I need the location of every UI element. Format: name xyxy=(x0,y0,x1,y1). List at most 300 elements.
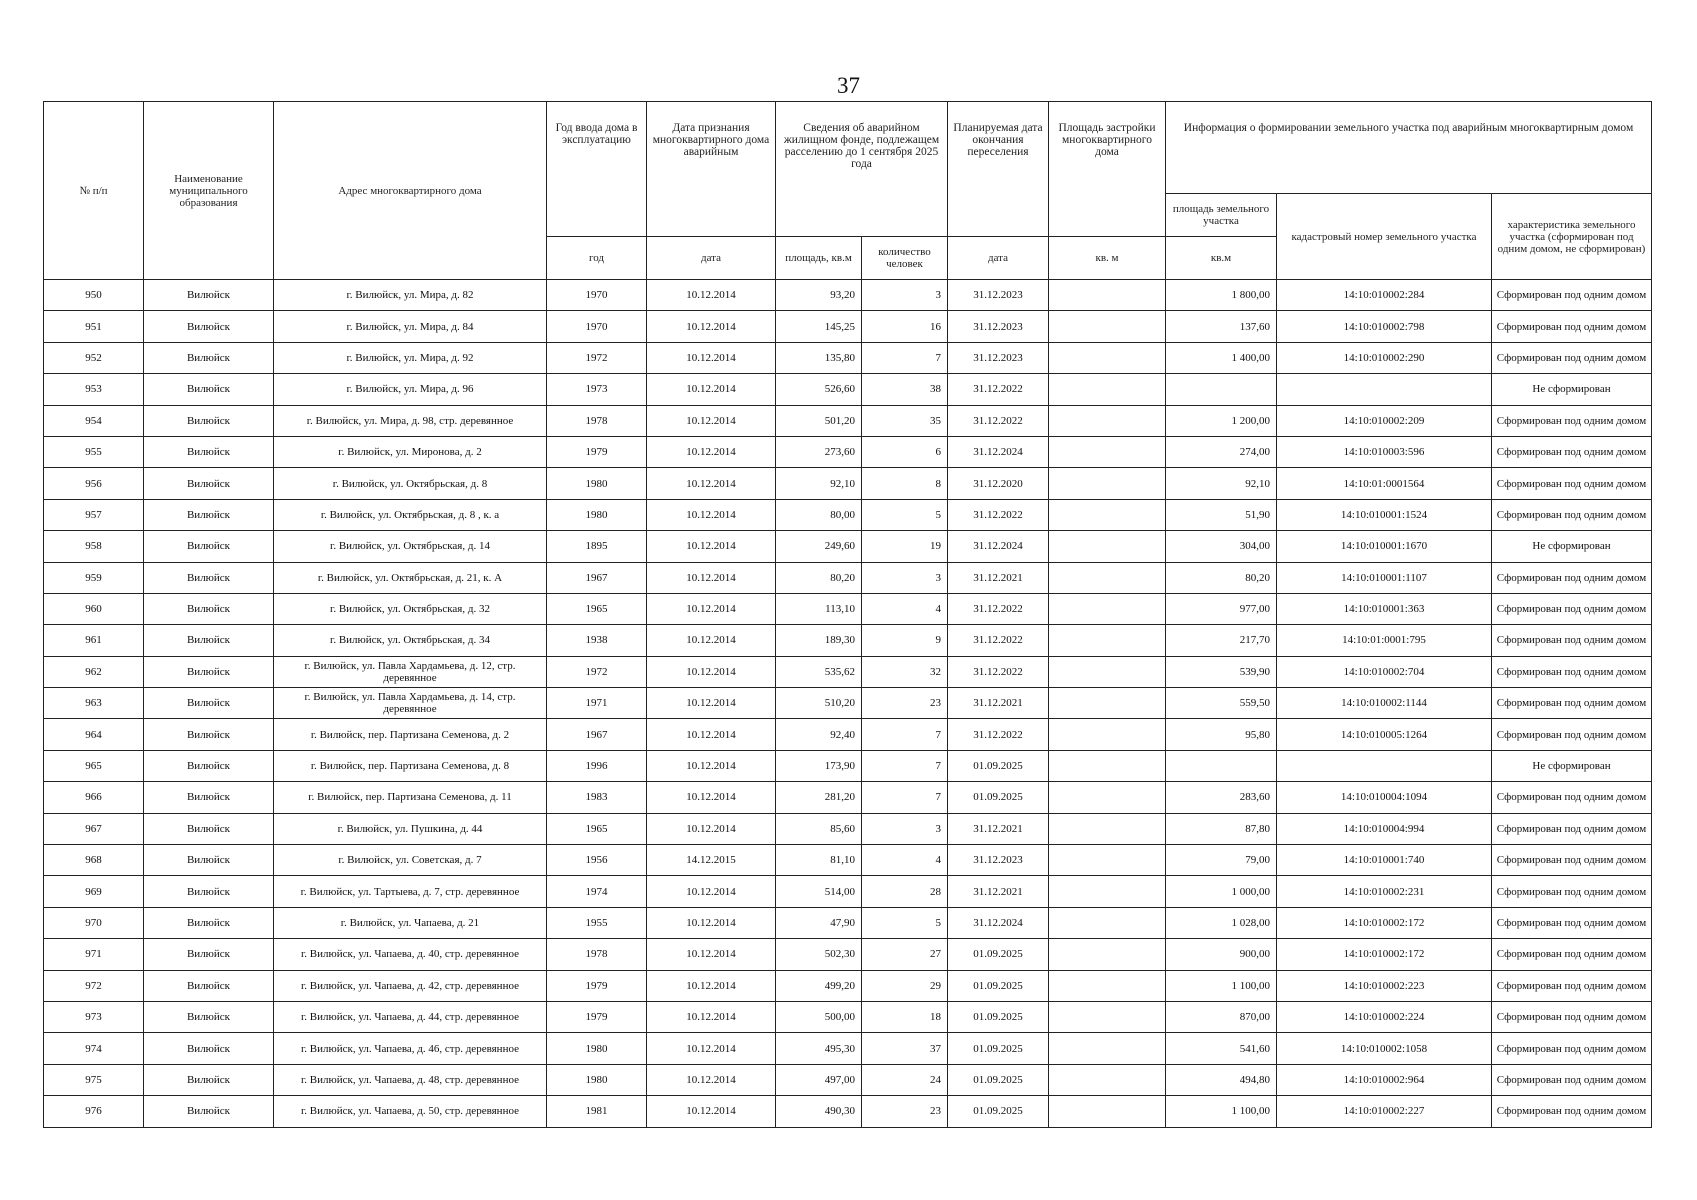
cell-cadastral: 14:10:010002:964 xyxy=(1277,1064,1492,1095)
cell-people: 3 xyxy=(862,562,948,593)
cell-characteristic: Сформирован под одним домом xyxy=(1492,845,1652,876)
table-row xyxy=(44,436,1652,467)
cell-num: 962 xyxy=(44,656,144,687)
cell-area: 85,60 xyxy=(776,813,862,844)
header-year: Год ввода дома в эксплуатацию xyxy=(547,102,647,237)
cell-people: 23 xyxy=(862,688,948,719)
cell-address: г. Вилюйск, ул. Чапаева, д. 46, стр. деревянное xyxy=(274,1033,547,1064)
cell-num: 971 xyxy=(44,939,144,970)
cell-planned-date: 01.09.2025 xyxy=(948,750,1049,781)
cell-address: г. Вилюйск, пер. Партизана Семенова, д. 2 xyxy=(274,719,547,750)
cell-year: 1970 xyxy=(547,280,647,311)
cell-year: 1979 xyxy=(547,1001,647,1032)
cell-building-area xyxy=(1049,688,1166,719)
cell-people: 4 xyxy=(862,845,948,876)
cell-recognition-date: 10.12.2014 xyxy=(647,782,776,813)
cell-people: 7 xyxy=(862,782,948,813)
cell-year: 1895 xyxy=(547,531,647,562)
table-row xyxy=(44,719,1652,750)
cell-land-area: 1 400,00 xyxy=(1166,342,1277,373)
cell-people: 24 xyxy=(862,1064,948,1095)
cell-cadastral: 14:10:010001:1107 xyxy=(1277,562,1492,593)
cell-municipality: Вилюйск xyxy=(144,719,274,750)
cell-people: 5 xyxy=(862,907,948,938)
header-address: Адрес многоквартирного дома xyxy=(274,102,547,280)
cell-address: г. Вилюйск, ул. Октябрьская, д. 8 xyxy=(274,468,547,499)
cell-characteristic: Сформирован под одним домом xyxy=(1492,436,1652,467)
cell-recognition-date: 10.12.2014 xyxy=(647,593,776,624)
table-row xyxy=(44,1096,1652,1127)
cell-year: 1973 xyxy=(547,374,647,405)
cell-municipality: Вилюйск xyxy=(144,531,274,562)
cell-land-area: 1 000,00 xyxy=(1166,876,1277,907)
cell-people: 37 xyxy=(862,1033,948,1064)
cell-planned-date: 01.09.2025 xyxy=(948,970,1049,1001)
cell-characteristic: Сформирован под одним домом xyxy=(1492,311,1652,342)
cell-address: г. Вилюйск, ул. Чапаева, д. 48, стр. деревянное xyxy=(274,1064,547,1095)
header-planned-date: Планируемая дата окончания переселения xyxy=(948,102,1049,237)
cell-land-area: 541,60 xyxy=(1166,1033,1277,1064)
cell-area: 500,00 xyxy=(776,1001,862,1032)
header-land-info: Информация о формировании земельного участка под аварийным многоквартирным домом xyxy=(1166,102,1652,194)
table-row xyxy=(44,656,1652,687)
cell-num: 957 xyxy=(44,499,144,530)
cell-cadastral: 14:10:010001:1524 xyxy=(1277,499,1492,530)
cell-characteristic: Сформирован под одним домом xyxy=(1492,719,1652,750)
cell-num: 965 xyxy=(44,750,144,781)
cell-area: 81,10 xyxy=(776,845,862,876)
cell-planned-date: 31.12.2023 xyxy=(948,845,1049,876)
cell-planned-date: 31.12.2021 xyxy=(948,562,1049,593)
cell-area: 173,90 xyxy=(776,750,862,781)
cell-people: 16 xyxy=(862,311,948,342)
cell-recognition-date: 10.12.2014 xyxy=(647,531,776,562)
cell-recognition-date: 10.12.2014 xyxy=(647,311,776,342)
cell-planned-date: 01.09.2025 xyxy=(948,1064,1049,1095)
cell-address: г. Вилюйск, ул. Тартыева, д. 7, стр. деревянное xyxy=(274,876,547,907)
cell-year: 1974 xyxy=(547,876,647,907)
cell-building-area xyxy=(1049,813,1166,844)
cell-cadastral: 14:10:010002:1144 xyxy=(1277,688,1492,719)
cell-cadastral: 14:10:010002:290 xyxy=(1277,342,1492,373)
header-land-area: площадь земельного участка xyxy=(1166,194,1277,237)
cell-planned-date: 31.12.2024 xyxy=(948,907,1049,938)
cell-cadastral xyxy=(1277,374,1492,405)
cell-year: 1965 xyxy=(547,593,647,624)
cell-land-area: 137,60 xyxy=(1166,311,1277,342)
cell-building-area xyxy=(1049,970,1166,1001)
cell-address: г. Вилюйск, ул. Октябрьская, д. 8 , к. а xyxy=(274,499,547,530)
cell-year: 1978 xyxy=(547,939,647,970)
cell-municipality: Вилюйск xyxy=(144,499,274,530)
cell-area: 502,30 xyxy=(776,939,862,970)
cell-recognition-date: 10.12.2014 xyxy=(647,970,776,1001)
cell-municipality: Вилюйск xyxy=(144,468,274,499)
table-row xyxy=(44,813,1652,844)
cell-year: 1956 xyxy=(547,845,647,876)
table-row xyxy=(44,782,1652,813)
cell-recognition-date: 10.12.2014 xyxy=(647,907,776,938)
cell-municipality: Вилюйск xyxy=(144,907,274,938)
table-row xyxy=(44,468,1652,499)
cell-characteristic: Сформирован под одним домом xyxy=(1492,970,1652,1001)
cell-num: 958 xyxy=(44,531,144,562)
cell-planned-date: 31.12.2024 xyxy=(948,436,1049,467)
cell-num: 952 xyxy=(44,342,144,373)
table-row xyxy=(44,562,1652,593)
cell-num: 963 xyxy=(44,688,144,719)
cell-cadastral: 14:10:010002:231 xyxy=(1277,876,1492,907)
cell-area: 189,30 xyxy=(776,625,862,656)
cell-cadastral: 14:10:010002:172 xyxy=(1277,907,1492,938)
cell-year: 1967 xyxy=(547,719,647,750)
cell-recognition-date: 10.12.2014 xyxy=(647,656,776,687)
cell-recognition-date: 14.12.2015 xyxy=(647,845,776,876)
cell-recognition-date: 10.12.2014 xyxy=(647,342,776,373)
cell-planned-date: 31.12.2022 xyxy=(948,719,1049,750)
cell-num: 960 xyxy=(44,593,144,624)
cell-address: г. Вилюйск, ул. Чапаева, д. 44, стр. деревянное xyxy=(274,1001,547,1032)
table-row xyxy=(44,1001,1652,1032)
cell-municipality: Вилюйск xyxy=(144,405,274,436)
cell-planned-date: 01.09.2025 xyxy=(948,1033,1049,1064)
cell-address: г. Вилюйск, ул. Мира, д. 98, стр. деревянное xyxy=(274,405,547,436)
cell-municipality: Вилюйск xyxy=(144,782,274,813)
cell-characteristic: Не сформирован xyxy=(1492,374,1652,405)
cell-num: 956 xyxy=(44,468,144,499)
table-row xyxy=(44,374,1652,405)
cell-land-area: 283,60 xyxy=(1166,782,1277,813)
cell-num: 976 xyxy=(44,1096,144,1127)
cell-characteristic: Не сформирован xyxy=(1492,531,1652,562)
cell-municipality: Вилюйск xyxy=(144,625,274,656)
cell-year: 1978 xyxy=(547,405,647,436)
cell-num: 953 xyxy=(44,374,144,405)
header-characteristic: характеристика земельного участка (сформирован под одним домом, не сформирован) xyxy=(1492,194,1652,280)
cell-address: г. Вилюйск, ул. Мира, д. 82 xyxy=(274,280,547,311)
cell-planned-date: 01.09.2025 xyxy=(948,1001,1049,1032)
cell-cadastral: 14:10:01:0001:795 xyxy=(1277,625,1492,656)
cell-year: 1965 xyxy=(547,813,647,844)
cell-municipality: Вилюйск xyxy=(144,656,274,687)
cell-area: 249,60 xyxy=(776,531,862,562)
cell-cadastral: 14:10:010002:798 xyxy=(1277,311,1492,342)
cell-year: 1980 xyxy=(547,499,647,530)
cell-building-area xyxy=(1049,1001,1166,1032)
cell-address: г. Вилюйск, ул. Чапаева, д. 50, стр. деревянное xyxy=(274,1096,547,1127)
cell-year: 1980 xyxy=(547,1064,647,1095)
header-unit-year: год xyxy=(547,237,647,280)
cell-planned-date: 31.12.2022 xyxy=(948,593,1049,624)
cell-characteristic: Сформирован под одним домом xyxy=(1492,688,1652,719)
cell-num: 974 xyxy=(44,1033,144,1064)
cell-characteristic: Сформирован под одним домом xyxy=(1492,625,1652,656)
cell-area: 80,00 xyxy=(776,499,862,530)
cell-year: 1981 xyxy=(547,1096,647,1127)
cell-num: 959 xyxy=(44,562,144,593)
cell-characteristic: Сформирован под одним домом xyxy=(1492,1033,1652,1064)
cell-people: 9 xyxy=(862,625,948,656)
cell-address: г. Вилюйск, ул. Октябрьская, д. 14 xyxy=(274,531,547,562)
cell-building-area xyxy=(1049,845,1166,876)
cell-area: 92,40 xyxy=(776,719,862,750)
cell-characteristic: Сформирован под одним домом xyxy=(1492,342,1652,373)
cell-land-area: 217,70 xyxy=(1166,625,1277,656)
cell-land-area xyxy=(1166,750,1277,781)
cell-building-area xyxy=(1049,436,1166,467)
cell-cadastral: 14:10:010001:740 xyxy=(1277,845,1492,876)
emergency-housing-table xyxy=(43,101,1652,1128)
cell-building-area xyxy=(1049,876,1166,907)
cell-land-area: 1 028,00 xyxy=(1166,907,1277,938)
cell-area: 490,30 xyxy=(776,1096,862,1127)
cell-building-area xyxy=(1049,750,1166,781)
cell-municipality: Вилюйск xyxy=(144,593,274,624)
cell-characteristic: Сформирован под одним домом xyxy=(1492,782,1652,813)
cell-planned-date: 01.09.2025 xyxy=(948,782,1049,813)
cell-land-area: 304,00 xyxy=(1166,531,1277,562)
cell-planned-date: 31.12.2021 xyxy=(948,688,1049,719)
cell-recognition-date: 10.12.2014 xyxy=(647,374,776,405)
table-row xyxy=(44,845,1652,876)
cell-people: 23 xyxy=(862,1096,948,1127)
cell-characteristic: Сформирован под одним домом xyxy=(1492,907,1652,938)
cell-characteristic: Сформирован под одним домом xyxy=(1492,1001,1652,1032)
table-row xyxy=(44,625,1652,656)
cell-recognition-date: 10.12.2014 xyxy=(647,1001,776,1032)
cell-building-area xyxy=(1049,468,1166,499)
cell-address: г. Вилюйск, ул. Мира, д. 84 xyxy=(274,311,547,342)
cell-planned-date: 01.09.2025 xyxy=(948,939,1049,970)
cell-municipality: Вилюйск xyxy=(144,280,274,311)
cell-cadastral: 14:10:010002:227 xyxy=(1277,1096,1492,1127)
cell-num: 968 xyxy=(44,845,144,876)
cell-municipality: Вилюйск xyxy=(144,1001,274,1032)
cell-land-area: 870,00 xyxy=(1166,1001,1277,1032)
cell-municipality: Вилюйск xyxy=(144,311,274,342)
header-unit-area: площадь, кв.м xyxy=(776,237,862,280)
header-building-area: Площадь застройки многоквартирного дома xyxy=(1049,102,1166,237)
header-unit-people: количество человек xyxy=(862,237,948,280)
cell-year: 1938 xyxy=(547,625,647,656)
cell-cadastral xyxy=(1277,750,1492,781)
cell-recognition-date: 10.12.2014 xyxy=(647,1064,776,1095)
cell-people: 18 xyxy=(862,1001,948,1032)
header-unit-sqm: кв. м xyxy=(1049,237,1166,280)
cell-year: 1972 xyxy=(547,342,647,373)
header-unit-date: дата xyxy=(647,237,776,280)
cell-planned-date: 31.12.2024 xyxy=(948,531,1049,562)
cell-municipality: Вилюйск xyxy=(144,845,274,876)
cell-address: г. Вилюйск, ул. Павла Хардамьева, д. 14, стр. деревянное xyxy=(274,688,547,719)
cell-address: г. Вилюйск, ул. Павла Хардамьева, д. 12, стр. деревянное xyxy=(274,656,547,687)
cell-recognition-date: 10.12.2014 xyxy=(647,750,776,781)
cell-year: 1972 xyxy=(547,656,647,687)
cell-municipality: Вилюйск xyxy=(144,939,274,970)
cell-recognition-date: 10.12.2014 xyxy=(647,280,776,311)
cell-people: 7 xyxy=(862,719,948,750)
cell-municipality: Вилюйск xyxy=(144,876,274,907)
cell-num: 972 xyxy=(44,970,144,1001)
cell-cadastral: 14:10:010002:223 xyxy=(1277,970,1492,1001)
cell-area: 535,62 xyxy=(776,656,862,687)
cell-characteristic: Сформирован под одним домом xyxy=(1492,656,1652,687)
cell-people: 7 xyxy=(862,750,948,781)
cell-building-area xyxy=(1049,405,1166,436)
cell-characteristic: Сформирован под одним домом xyxy=(1492,280,1652,311)
cell-building-area xyxy=(1049,625,1166,656)
cell-cadastral: 14:10:010002:704 xyxy=(1277,656,1492,687)
cell-area: 93,20 xyxy=(776,280,862,311)
cell-characteristic: Сформирован под одним домом xyxy=(1492,1096,1652,1127)
cell-recognition-date: 10.12.2014 xyxy=(647,436,776,467)
cell-num: 951 xyxy=(44,311,144,342)
cell-people: 28 xyxy=(862,876,948,907)
cell-year: 1971 xyxy=(547,688,647,719)
table-row xyxy=(44,499,1652,530)
cell-year: 1970 xyxy=(547,311,647,342)
table-row xyxy=(44,593,1652,624)
cell-num: 955 xyxy=(44,436,144,467)
cell-planned-date: 31.12.2020 xyxy=(948,468,1049,499)
cell-people: 6 xyxy=(862,436,948,467)
cell-municipality: Вилюйск xyxy=(144,1064,274,1095)
cell-year: 1980 xyxy=(547,1033,647,1064)
cell-area: 92,10 xyxy=(776,468,862,499)
cell-characteristic: Сформирован под одним домом xyxy=(1492,1064,1652,1095)
cell-area: 495,30 xyxy=(776,1033,862,1064)
cell-characteristic: Сформирован под одним домом xyxy=(1492,562,1652,593)
cell-year: 1955 xyxy=(547,907,647,938)
cell-address: г. Вилюйск, ул. Октябрьская, д. 34 xyxy=(274,625,547,656)
cell-municipality: Вилюйск xyxy=(144,374,274,405)
cell-characteristic: Сформирован под одним домом xyxy=(1492,593,1652,624)
header-unit-date2: дата xyxy=(948,237,1049,280)
cell-building-area xyxy=(1049,562,1166,593)
cell-recognition-date: 10.12.2014 xyxy=(647,499,776,530)
cell-cadastral: 14:10:010002:1058 xyxy=(1277,1033,1492,1064)
cell-building-area xyxy=(1049,719,1166,750)
cell-building-area xyxy=(1049,782,1166,813)
table-row xyxy=(44,970,1652,1001)
cell-building-area xyxy=(1049,656,1166,687)
cell-municipality: Вилюйск xyxy=(144,813,274,844)
header-recognition-date: Дата признания многоквартирного дома аварийным xyxy=(647,102,776,237)
header-municipality: Наименование муниципального образования xyxy=(144,102,274,280)
page-number: 37 xyxy=(837,73,860,98)
cell-area: 80,20 xyxy=(776,562,862,593)
cell-cadastral: 14:10:010003:596 xyxy=(1277,436,1492,467)
cell-year: 1979 xyxy=(547,436,647,467)
header-unit-land: кв.м xyxy=(1166,237,1277,280)
cell-planned-date: 31.12.2022 xyxy=(948,405,1049,436)
cell-recognition-date: 10.12.2014 xyxy=(647,562,776,593)
cell-address: г. Вилюйск, ул. Октябрьская, д. 21, к. А xyxy=(274,562,547,593)
cell-characteristic: Не сформирован xyxy=(1492,750,1652,781)
cell-address: г. Вилюйск, ул. Мира, д. 92 xyxy=(274,342,547,373)
cell-recognition-date: 10.12.2014 xyxy=(647,625,776,656)
cell-recognition-date: 10.12.2014 xyxy=(647,688,776,719)
cell-area: 497,00 xyxy=(776,1064,862,1095)
cell-area: 273,60 xyxy=(776,436,862,467)
cell-recognition-date: 10.12.2014 xyxy=(647,1096,776,1127)
cell-area: 501,20 xyxy=(776,405,862,436)
cell-building-area xyxy=(1049,280,1166,311)
cell-num: 954 xyxy=(44,405,144,436)
table-row xyxy=(44,876,1652,907)
cell-planned-date: 01.09.2025 xyxy=(948,1096,1049,1127)
cell-characteristic: Сформирован под одним домом xyxy=(1492,405,1652,436)
cell-land-area: 1 100,00 xyxy=(1166,1096,1277,1127)
cell-planned-date: 31.12.2022 xyxy=(948,625,1049,656)
table-row xyxy=(44,907,1652,938)
cell-people: 3 xyxy=(862,280,948,311)
cell-address: г. Вилюйск, ул. Мира, д. 96 xyxy=(274,374,547,405)
cell-cadastral: 14:10:010001:1670 xyxy=(1277,531,1492,562)
cell-area: 113,10 xyxy=(776,593,862,624)
cell-area: 514,00 xyxy=(776,876,862,907)
cell-land-area: 1 100,00 xyxy=(1166,970,1277,1001)
table-row xyxy=(44,311,1652,342)
cell-planned-date: 31.12.2023 xyxy=(948,342,1049,373)
cell-land-area: 977,00 xyxy=(1166,593,1277,624)
cell-planned-date: 31.12.2021 xyxy=(948,876,1049,907)
cell-people: 3 xyxy=(862,813,948,844)
table-row xyxy=(44,688,1652,719)
cell-land-area: 95,80 xyxy=(1166,719,1277,750)
cell-land-area: 1 200,00 xyxy=(1166,405,1277,436)
cell-municipality: Вилюйск xyxy=(144,688,274,719)
cell-building-area xyxy=(1049,1033,1166,1064)
table-header xyxy=(44,102,1652,280)
cell-people: 38 xyxy=(862,374,948,405)
cell-num: 975 xyxy=(44,1064,144,1095)
cell-address: г. Вилюйск, ул. Миронова, д. 2 xyxy=(274,436,547,467)
cell-planned-date: 31.12.2023 xyxy=(948,280,1049,311)
cell-area: 47,90 xyxy=(776,907,862,938)
cell-recognition-date: 10.12.2014 xyxy=(647,876,776,907)
cell-area: 145,25 xyxy=(776,311,862,342)
table-row xyxy=(44,531,1652,562)
cell-recognition-date: 10.12.2014 xyxy=(647,468,776,499)
cell-recognition-date: 10.12.2014 xyxy=(647,405,776,436)
cell-building-area xyxy=(1049,1064,1166,1095)
cell-num: 961 xyxy=(44,625,144,656)
cell-planned-date: 31.12.2022 xyxy=(948,499,1049,530)
cell-people: 19 xyxy=(862,531,948,562)
cell-cadastral: 14:10:010002:209 xyxy=(1277,405,1492,436)
cell-building-area xyxy=(1049,499,1166,530)
header-cadastral: кадастровый номер земельного участка xyxy=(1277,194,1492,280)
header-num: № п/п xyxy=(44,102,144,280)
cell-num: 964 xyxy=(44,719,144,750)
cell-num: 973 xyxy=(44,1001,144,1032)
cell-people: 7 xyxy=(862,342,948,373)
cell-num: 966 xyxy=(44,782,144,813)
cell-municipality: Вилюйск xyxy=(144,1033,274,1064)
cell-land-area: 494,80 xyxy=(1166,1064,1277,1095)
cell-recognition-date: 10.12.2014 xyxy=(647,1033,776,1064)
cell-address: г. Вилюйск, пер. Партизана Семенова, д. 8 xyxy=(274,750,547,781)
table-row xyxy=(44,939,1652,970)
cell-people: 5 xyxy=(862,499,948,530)
cell-characteristic: Сформирован под одним домом xyxy=(1492,813,1652,844)
cell-address: г. Вилюйск, пер. Партизана Семенова, д. 11 xyxy=(274,782,547,813)
cell-building-area xyxy=(1049,1096,1166,1127)
cell-area: 281,20 xyxy=(776,782,862,813)
table-body xyxy=(44,280,1652,1128)
cell-recognition-date: 10.12.2014 xyxy=(647,939,776,970)
